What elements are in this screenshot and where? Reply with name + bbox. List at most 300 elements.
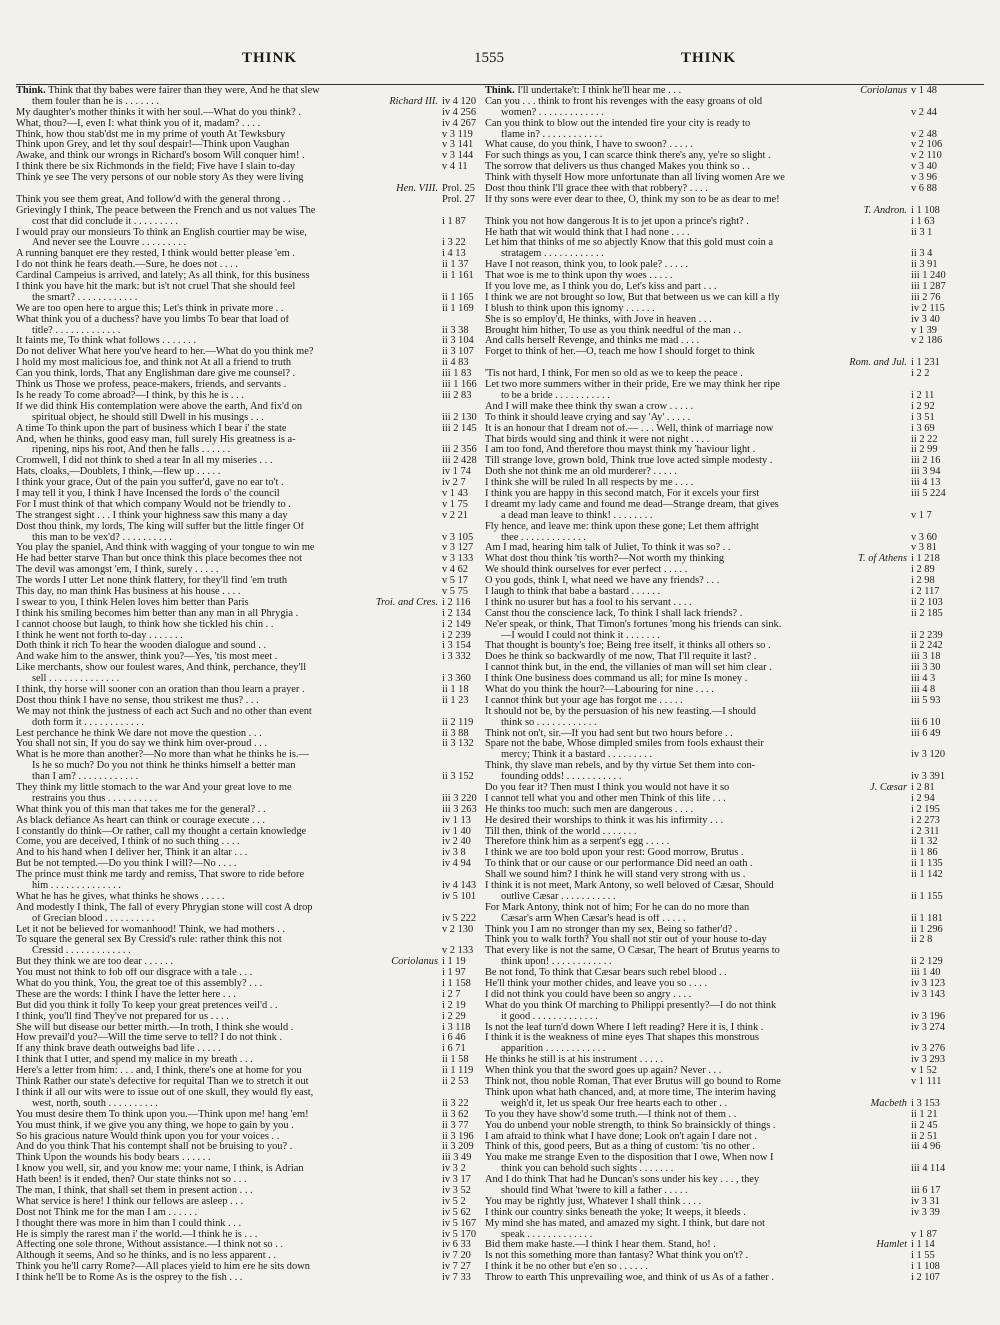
act-scene-line: iii 2 76 <box>911 291 941 303</box>
act-scene-line: i 2 2 <box>911 368 930 380</box>
concordance-entry <box>485 859 953 870</box>
citation <box>911 609 953 620</box>
quotation-text: Think you he'll carry Rome?—All places yield to him ere he sits down <box>16 1262 310 1273</box>
concordance-entry <box>485 827 953 838</box>
quotation-text: Is not the leaf turn'd down Where I left reading? Here it is, I think . <box>485 1022 764 1033</box>
quotation-text: west, north, south . . . . . . . . . . <box>32 1098 158 1109</box>
act-scene-line: ii 3 132 <box>442 738 474 750</box>
act-scene-line: iv 2 7 <box>442 477 466 489</box>
act-scene-line: i 1 231 <box>911 357 940 369</box>
act-scene-line: iv 3 8 <box>442 847 466 859</box>
act-scene-line: i 1 63 <box>911 215 935 227</box>
concordance-entry <box>16 119 484 130</box>
concordance-entry <box>16 1240 484 1251</box>
act-scene-line: iv 1 74 <box>442 466 471 478</box>
quotation-text: to be a bride . . . . . . . . . . . <box>501 390 610 401</box>
citation <box>911 990 953 1001</box>
concordance-entry <box>16 151 484 162</box>
concordance-entry <box>16 1164 484 1175</box>
act-scene-line: iii 2 83 <box>442 389 472 401</box>
concordance-entry <box>485 576 953 587</box>
concordance-entry <box>16 1033 484 1044</box>
act-scene-line: ii 2 53 <box>442 1076 469 1088</box>
act-scene-line: iv 3 120 <box>911 749 946 761</box>
concordance-entry <box>16 500 484 511</box>
quotation-text: A time To think upon the part of business which I bear i' the state <box>16 423 287 434</box>
quotation-text: I think if all our wits were to issue out of one skull, they would fly east, <box>16 1087 314 1098</box>
quotation-text: Think you not how dangerous It is to jet upon a prince's right? . <box>485 216 749 227</box>
concordance-entry <box>16 979 484 990</box>
right-column <box>485 86 953 1284</box>
quotation-text: Dost not Think me for the man I am . . . . . . <box>16 1207 198 1218</box>
play-title: T. Andron. <box>863 204 907 216</box>
quotation-text: He is simply the rarest man i' the world.—I think he is . . . <box>16 1229 258 1240</box>
concordance-entry <box>16 184 484 195</box>
citation <box>911 217 953 228</box>
act-scene-line: ii 1 86 <box>911 847 938 859</box>
concordance-entry <box>485 609 953 620</box>
citation <box>442 739 484 750</box>
concordance-entry <box>485 162 953 173</box>
concordance-entry <box>485 228 953 239</box>
concordance-entry <box>16 1099 484 1110</box>
quotation-text: Be not fond, To think that Cæsar bears such rebel blood . . <box>485 968 727 979</box>
citation <box>442 914 484 925</box>
act-scene-line: iv 3 274 <box>911 1021 946 1033</box>
act-scene-line: ii 1 135 <box>911 858 943 870</box>
concordance-entry <box>485 979 953 990</box>
quotation-text: Think, thy slave man rebels, and by thy virtue Set them into con- <box>485 761 756 772</box>
act-scene-line: ii 4 83 <box>442 357 469 369</box>
concordance-entry <box>485 848 953 859</box>
concordance-entry <box>16 892 484 903</box>
quotation-text: As black defiance As heart can think or courage execute . . . <box>16 815 265 826</box>
concordance-entry <box>485 326 953 337</box>
act-scene-line: v 1 39 <box>911 324 937 336</box>
concordance-entry <box>485 293 953 304</box>
concordance-entry <box>16 576 484 587</box>
act-scene-line: Prol. 27 <box>442 193 475 205</box>
act-scene-line: ii 2 45 <box>911 1119 938 1131</box>
concordance-entry <box>16 336 484 347</box>
citation <box>858 554 953 565</box>
quotation-text: Till strange love, grown bold, Think true love acted simple modesty . <box>485 456 773 467</box>
quotation-text: If you love me, as I think you do, Let's kiss and part . . . <box>485 282 717 293</box>
act-scene-line: v 3 119 <box>442 128 473 140</box>
act-scene-line: iv 3 52 <box>442 1184 471 1196</box>
quotation-text: You must desire them To think upon you.—Think upon me! hang 'em! <box>16 1109 309 1120</box>
quotation-text: And wake him to the answer, think you?—Yes, 'tis most meet . <box>16 652 278 663</box>
act-scene-line: iii 3 30 <box>911 662 941 674</box>
concordance-entry <box>16 304 484 315</box>
concordance-entry <box>16 750 484 761</box>
concordance-entry <box>485 533 953 544</box>
quotation-text: Think not, thou noble Roman, That ever Brutus will go bound to Rome <box>485 1077 781 1088</box>
concordance-entry <box>485 522 953 533</box>
citation <box>911 315 953 326</box>
concordance-entry <box>16 1132 484 1143</box>
concordance-entry <box>485 620 953 631</box>
quotation-text: Think, how thou stab'dst me in my prime of youth At Tewksbury <box>16 129 286 140</box>
act-scene-line: iv 7 33 <box>442 1272 471 1284</box>
concordance-entry <box>485 729 953 740</box>
concordance-entry <box>485 1240 953 1251</box>
act-scene-line: i 2 134 <box>442 607 471 619</box>
concordance-entry <box>16 391 484 402</box>
quotation-text: Let him that thinks of me so abjectly Know that this gold must coin a <box>485 238 774 249</box>
quotation-text: That woe is me to think upon thy woes . . . . . <box>485 271 673 282</box>
quotation-text: The devil was amongst 'em, I think, surely . . . . . <box>16 565 219 576</box>
quotation-text: If we did think His contemplation were above the earth, And fix'd on <box>16 401 303 412</box>
concordance-entry <box>16 707 484 718</box>
quotation-text: than I am? . . . . . . . . . . . . <box>32 772 139 783</box>
act-scene-line: i 4 13 <box>442 248 466 260</box>
concordance-entry <box>485 184 953 195</box>
quotation-text: weigh'd it, let us speak Our free hearts each to other . . <box>501 1098 728 1109</box>
act-scene-line: v 3 105 <box>442 531 474 543</box>
concordance-entry <box>485 445 953 456</box>
quotation-text: She is so employ'd, He thinks, with Jove in heaven . . . <box>485 314 712 325</box>
concordance-entry <box>485 946 953 957</box>
citation <box>442 892 484 903</box>
act-scene-line: iv 5 222 <box>442 912 477 924</box>
concordance-entry <box>16 957 484 968</box>
quotation-text: And, when he thinks, good easy man, full surely His greatness is a- <box>16 434 296 445</box>
act-scene-line: iii 1 240 <box>911 270 946 282</box>
quotation-text: Doth she not think me an old murderer? . . . . . <box>485 467 677 478</box>
quotation-text: Have I not reason, think you, to look pale? . . . . . <box>485 260 689 271</box>
quotation-text: Awake, and think our wrongs in Richard's bosom Will conquer him! . <box>16 151 305 162</box>
running-header <box>16 50 984 74</box>
quotation-text: You must not think to fob off our disgrace with a tale . . . <box>16 968 253 979</box>
concordance-entry <box>485 1044 953 1055</box>
act-scene-line: v 3 144 <box>442 150 474 162</box>
quotation-text: Therefore think him as a serpent's egg . . . . . <box>485 837 670 848</box>
quotation-text: I think it be no other but e'en so . . . . . . <box>485 1262 648 1273</box>
quotation-text: should find What 'twere to kill a father . . . . . <box>501 1185 688 1196</box>
quotation-text: I think our country sinks beneath the yoke; It weeps, it bleeds . <box>485 1207 746 1218</box>
quotation-text: sell . . . . . . . . . . . . . . <box>32 674 120 685</box>
concordance-entry <box>485 1012 953 1023</box>
concordance-entry <box>16 1110 484 1121</box>
citation <box>442 119 484 130</box>
act-scene-line: iv 3 17 <box>442 1174 471 1186</box>
quotation-text: I thought there was more in him than I could think . . . <box>16 1218 242 1229</box>
quotation-text: What think you of this man that takes me for the general? . . <box>16 804 266 815</box>
play-title: Hamlet <box>876 1239 907 1251</box>
concordance-entry <box>485 260 953 271</box>
citation <box>849 358 953 369</box>
concordance-entry <box>16 1251 484 1262</box>
act-scene-line: v 1 52 <box>911 1065 937 1077</box>
concordance-entry <box>16 413 484 424</box>
quotation-text: Is not this something more than fantasy? What think you on't? . <box>485 1251 749 1262</box>
concordance-entry <box>16 162 484 173</box>
concordance-entry <box>16 217 484 228</box>
act-scene-line: i 1 14 <box>911 1239 935 1251</box>
act-scene-line: iv 5 101 <box>442 890 477 902</box>
act-scene-line: iv 3 123 <box>911 978 946 990</box>
act-scene-line: ii 2 51 <box>911 1130 938 1142</box>
concordance-entry <box>485 249 953 260</box>
concordance-entry <box>485 238 953 249</box>
concordance-entry <box>16 935 484 946</box>
act-scene-line: ii 3 4 <box>911 248 933 260</box>
citation <box>442 696 484 707</box>
concordance-entry <box>16 729 484 740</box>
act-scene-line: i 1 158 <box>442 978 471 990</box>
concordance-entry <box>16 925 484 936</box>
quotation-text: Canst thou the conscience lack, To think I shall lack friends? . <box>485 608 743 619</box>
concordance-entry <box>485 761 953 772</box>
concordance-entry <box>485 369 953 380</box>
act-scene-line: v 3 81 <box>911 542 937 554</box>
concordance-entry <box>16 1023 484 1034</box>
quotation-text: Till then, think of the world . . . . . . . <box>485 826 637 837</box>
concordance-entry <box>16 990 484 1001</box>
header-left-keyword: THINK <box>242 50 298 66</box>
concordance-entry <box>485 86 953 97</box>
act-scene-line: iii 3 220 <box>442 792 477 804</box>
quotation-text: I did not think you could have been so angry . . . . <box>485 989 692 1000</box>
quotation-text: What dost thou think 'tis worth?—Not worth my thinking <box>485 554 725 565</box>
concordance-entry <box>485 925 953 936</box>
quotation-text: a dead man leave to think! . . . . . . . . <box>501 510 653 521</box>
concordance-entry <box>16 837 484 848</box>
quotation-text: apparition . . . . . . . . . . . . <box>501 1044 606 1055</box>
quotation-text: O you gods, think I, what need we have any friends? . . . <box>485 576 720 587</box>
quotation-text: I think that I utter, and spend my malice in my breath . . . <box>16 1055 253 1066</box>
act-scene-line: iii 2 16 <box>911 455 941 467</box>
act-scene-line: ii 1 169 <box>442 302 474 314</box>
quotation-text: Am I mad, hearing him talk of Juliet, To think it was so? . . <box>485 543 731 554</box>
quotation-text: You make me strange Even to the disposition that I owe, When now I <box>485 1153 774 1164</box>
concordance-entry <box>16 511 484 522</box>
quotation-text: How prevail'd you?—Will the time serve to tell? I do not think . <box>16 1033 283 1044</box>
concordance-entry <box>16 489 484 500</box>
quotation-text: My daughter's mother thinks it with her soul.—What do you think? . <box>16 107 301 118</box>
quotation-text: But did you think it folly To keep your great pretences veil'd . . <box>16 1000 278 1011</box>
quotation-text: The sorrow that delivers us thus changed Makes you think so . . <box>485 162 750 173</box>
quotation-text: He hath that wit would think that I had none . . . . <box>485 227 690 238</box>
concordance-entry <box>485 707 953 718</box>
quotation-text: What is he more than another?—No more than what he thinks he is.— <box>16 750 309 761</box>
concordance-entry <box>16 641 484 652</box>
act-scene-line: ii 3 1 <box>911 226 933 238</box>
act-scene-line: iv 4 94 <box>442 858 471 870</box>
concordance-entry <box>485 881 953 892</box>
quotation-text: And calls herself Revenge, and thinks me mad . . . . <box>485 336 700 347</box>
act-scene-line: ii 1 161 <box>442 270 474 282</box>
act-scene-line: iii 2 428 <box>442 455 477 467</box>
citation <box>442 1208 484 1219</box>
play-title: J. Cæsar <box>870 782 907 793</box>
act-scene-line: i 2 94 <box>911 792 935 804</box>
quotation-text: Think with thyself How more unfortunate than all living women Are we <box>485 173 785 184</box>
act-scene-line: ii 3 77 <box>442 1119 469 1131</box>
quotation-text: And I will make thee think thy swan a crow . . . . . <box>485 401 694 412</box>
citation <box>442 718 484 729</box>
concordance-entry <box>16 380 484 391</box>
act-scene-line: i 3 22 <box>442 237 466 249</box>
quotation-text: Is he ready To come abroad?—I think, by this he is . . . <box>16 390 244 401</box>
concordance-entry <box>485 1142 953 1153</box>
act-scene-line: ii 1 23 <box>442 694 469 706</box>
concordance-entry <box>16 685 484 696</box>
play-title: Richard III. <box>389 95 438 107</box>
quotation-text: women? . . . . . . . . . . . . . <box>501 107 604 118</box>
concordance-entry <box>485 1273 953 1284</box>
act-scene-line: i 2 273 <box>911 814 940 826</box>
act-scene-line: iii 4 96 <box>911 1141 941 1153</box>
quotation-text: What service is here! I think our fellows are asleep . . . <box>16 1196 244 1207</box>
concordance-entry <box>16 631 484 642</box>
quotation-text: Dost thou think, my lords, The king will suffer but the little finger Of <box>16 521 304 532</box>
citation <box>911 1208 953 1219</box>
act-scene-line: iii 1 83 <box>442 368 472 380</box>
quotation-text: I dreamt my lady came and found me dead—Strange dream, that gives <box>485 499 779 510</box>
concordance-entry <box>485 1055 953 1066</box>
concordance-entry <box>16 293 484 304</box>
concordance-entry <box>16 1044 484 1055</box>
concordance-entry <box>485 1066 953 1077</box>
act-scene-line: iii 6 17 <box>911 1184 941 1196</box>
act-scene-line: ii 2 242 <box>911 640 943 652</box>
act-scene-line: i 3 51 <box>911 411 935 423</box>
act-scene-line: iv 7 27 <box>442 1261 471 1273</box>
quotation-text: That every like is not the same, O Cæsar, The heart of Brutus yearns to <box>485 946 780 957</box>
quotation-text: These are the words: I think I have the letter here . . . <box>16 989 236 1000</box>
citation <box>442 859 484 870</box>
concordance-entry <box>485 1164 953 1175</box>
quotation-text: I think One business does command us all; for mine Is money . <box>485 674 748 685</box>
quotation-text: I think it is the weakness of mine eyes That shapes this monstrous <box>485 1033 759 1044</box>
act-scene-line: iii 2 145 <box>442 422 477 434</box>
quotation-text: Can you think, lords, That any Englishman dare give me counsel? . <box>16 369 296 380</box>
act-scene-line: iv 3 40 <box>911 313 940 325</box>
concordance-entry <box>16 1001 484 1012</box>
quotation-text: And do you think That his contempt shall not be bruising to you? . <box>16 1142 293 1153</box>
quotation-text: For I must think of that which company Would not be friendly to . <box>16 499 291 510</box>
concordance-entry <box>485 968 953 979</box>
quotation-text: Cromwell, I did not think to shed a tear In all my miseries . . . <box>16 456 273 467</box>
act-scene-line: ii 3 209 <box>442 1141 474 1153</box>
concordance-entry <box>16 1273 484 1284</box>
act-scene-line: iv 3 391 <box>911 771 946 783</box>
quotation-text: cost that did conclude it . . . . . . . . . <box>32 216 179 227</box>
act-scene-line: i 2 89 <box>911 564 935 576</box>
quotation-text: I cannot think but your age has forgot me . . . . . <box>485 695 683 706</box>
act-scene-line: iv 2 40 <box>442 836 471 848</box>
act-scene-line: i 3 360 <box>442 673 471 685</box>
citation <box>442 925 484 936</box>
concordance-entry <box>485 511 953 522</box>
concordance-entry <box>16 739 484 750</box>
citation <box>911 336 953 347</box>
act-scene-line: i 2 19 <box>442 999 466 1011</box>
citation <box>442 271 484 282</box>
concordance-entry <box>485 870 953 881</box>
act-scene-line: iv 1 13 <box>442 814 471 826</box>
quotation-text: We should think ourselves for ever perfect . . . . . <box>485 565 688 576</box>
concordance-entry <box>485 750 953 761</box>
act-scene-line: i 2 195 <box>911 803 940 815</box>
act-scene-line: iii 3 49 <box>442 1152 472 1164</box>
concordance-entry <box>485 892 953 903</box>
citation <box>911 1142 953 1153</box>
concordance-entry <box>485 108 953 119</box>
quotation-text: They think my little stomach to the war And your great love to me <box>16 783 292 793</box>
act-scene-line: iii 3 94 <box>911 466 941 478</box>
citation <box>911 696 953 707</box>
concordance-entry <box>485 1033 953 1044</box>
quotation-text: For such things as you, I can scarce think there's any, ye're so slight . <box>485 151 771 162</box>
quotation-text: Here's a letter from him: . . . and, I think, there's one at home for you <box>16 1066 302 1077</box>
quotation-text: I do not think he fears death.—Sure, he does not . . . . <box>16 260 238 271</box>
act-scene-line: iv 3 31 <box>911 1195 940 1207</box>
act-scene-line: iii 3 263 <box>442 803 477 815</box>
concordance-entry <box>16 369 484 380</box>
concordance-entry <box>485 794 953 805</box>
citation <box>442 162 484 173</box>
act-scene-line: v 3 40 <box>911 161 937 173</box>
concordance-entry <box>16 914 484 925</box>
concordance-entry <box>16 652 484 663</box>
act-scene-line: ii 1 32 <box>911 836 938 848</box>
concordance-entry <box>485 173 953 184</box>
quotation-text: Think us Those we profess, peace-makers, friends, and servants . <box>16 380 287 391</box>
quotation-text: Shall we sound him? I think he will stand very strong with us . <box>485 870 746 881</box>
concordance-entry <box>16 543 484 554</box>
page-number: 1555 <box>474 50 504 66</box>
concordance-entry <box>16 533 484 544</box>
concordance-entry <box>16 97 484 108</box>
quotation-text: title? . . . . . . . . . . . . . <box>32 325 121 336</box>
act-scene-line: v 5 75 <box>442 585 468 597</box>
act-scene-line: i 3 332 <box>442 651 471 663</box>
concordance-entry <box>485 467 953 478</box>
concordance-entry <box>485 271 953 282</box>
citation <box>911 870 953 881</box>
quotation-text: Let it not be believed for womanhood! Think, we had mothers . . <box>16 924 286 935</box>
act-scene-line: iii 4 13 <box>911 477 941 489</box>
play-title: T. of Athens <box>858 553 907 565</box>
concordance-entry <box>16 326 484 337</box>
concordance-entry <box>16 347 484 358</box>
act-scene-line: i 2 107 <box>911 1272 940 1284</box>
act-scene-line: ii 3 196 <box>442 1130 474 1142</box>
concordance-entry <box>16 1012 484 1023</box>
quotation-text: I would pray our monsieurs To think an English courtier may be wise, <box>16 227 307 238</box>
quotation-text: But they think we are too dear . . . . . . <box>16 957 173 968</box>
concordance-entry <box>16 718 484 729</box>
act-scene-line: ii 1 181 <box>911 912 943 924</box>
quotation-text: She will but disease our better mirth.—In troth, I think she would . <box>16 1022 294 1033</box>
concordance-entry <box>16 238 484 249</box>
act-scene-line: i 2 239 <box>442 629 471 641</box>
play-title: Coriolanus <box>860 85 907 96</box>
quotation-text: Cressid . . . . . . . . . . . . . <box>32 946 131 957</box>
act-scene-line: i 1 218 <box>911 553 940 565</box>
quotation-text: To think that or our cause or our performance Did need an oath . <box>485 859 753 870</box>
quotation-text: I think it is not meet, Mark Antony, so well beloved of Cæsar, Should <box>485 881 774 892</box>
concordance-entry <box>16 903 484 914</box>
concordance-entry <box>16 435 484 446</box>
act-scene-line: iv 4 256 <box>442 106 477 118</box>
act-scene-line: iii 4 8 <box>911 683 936 695</box>
concordance-entry <box>16 859 484 870</box>
concordance-entry <box>16 206 484 217</box>
